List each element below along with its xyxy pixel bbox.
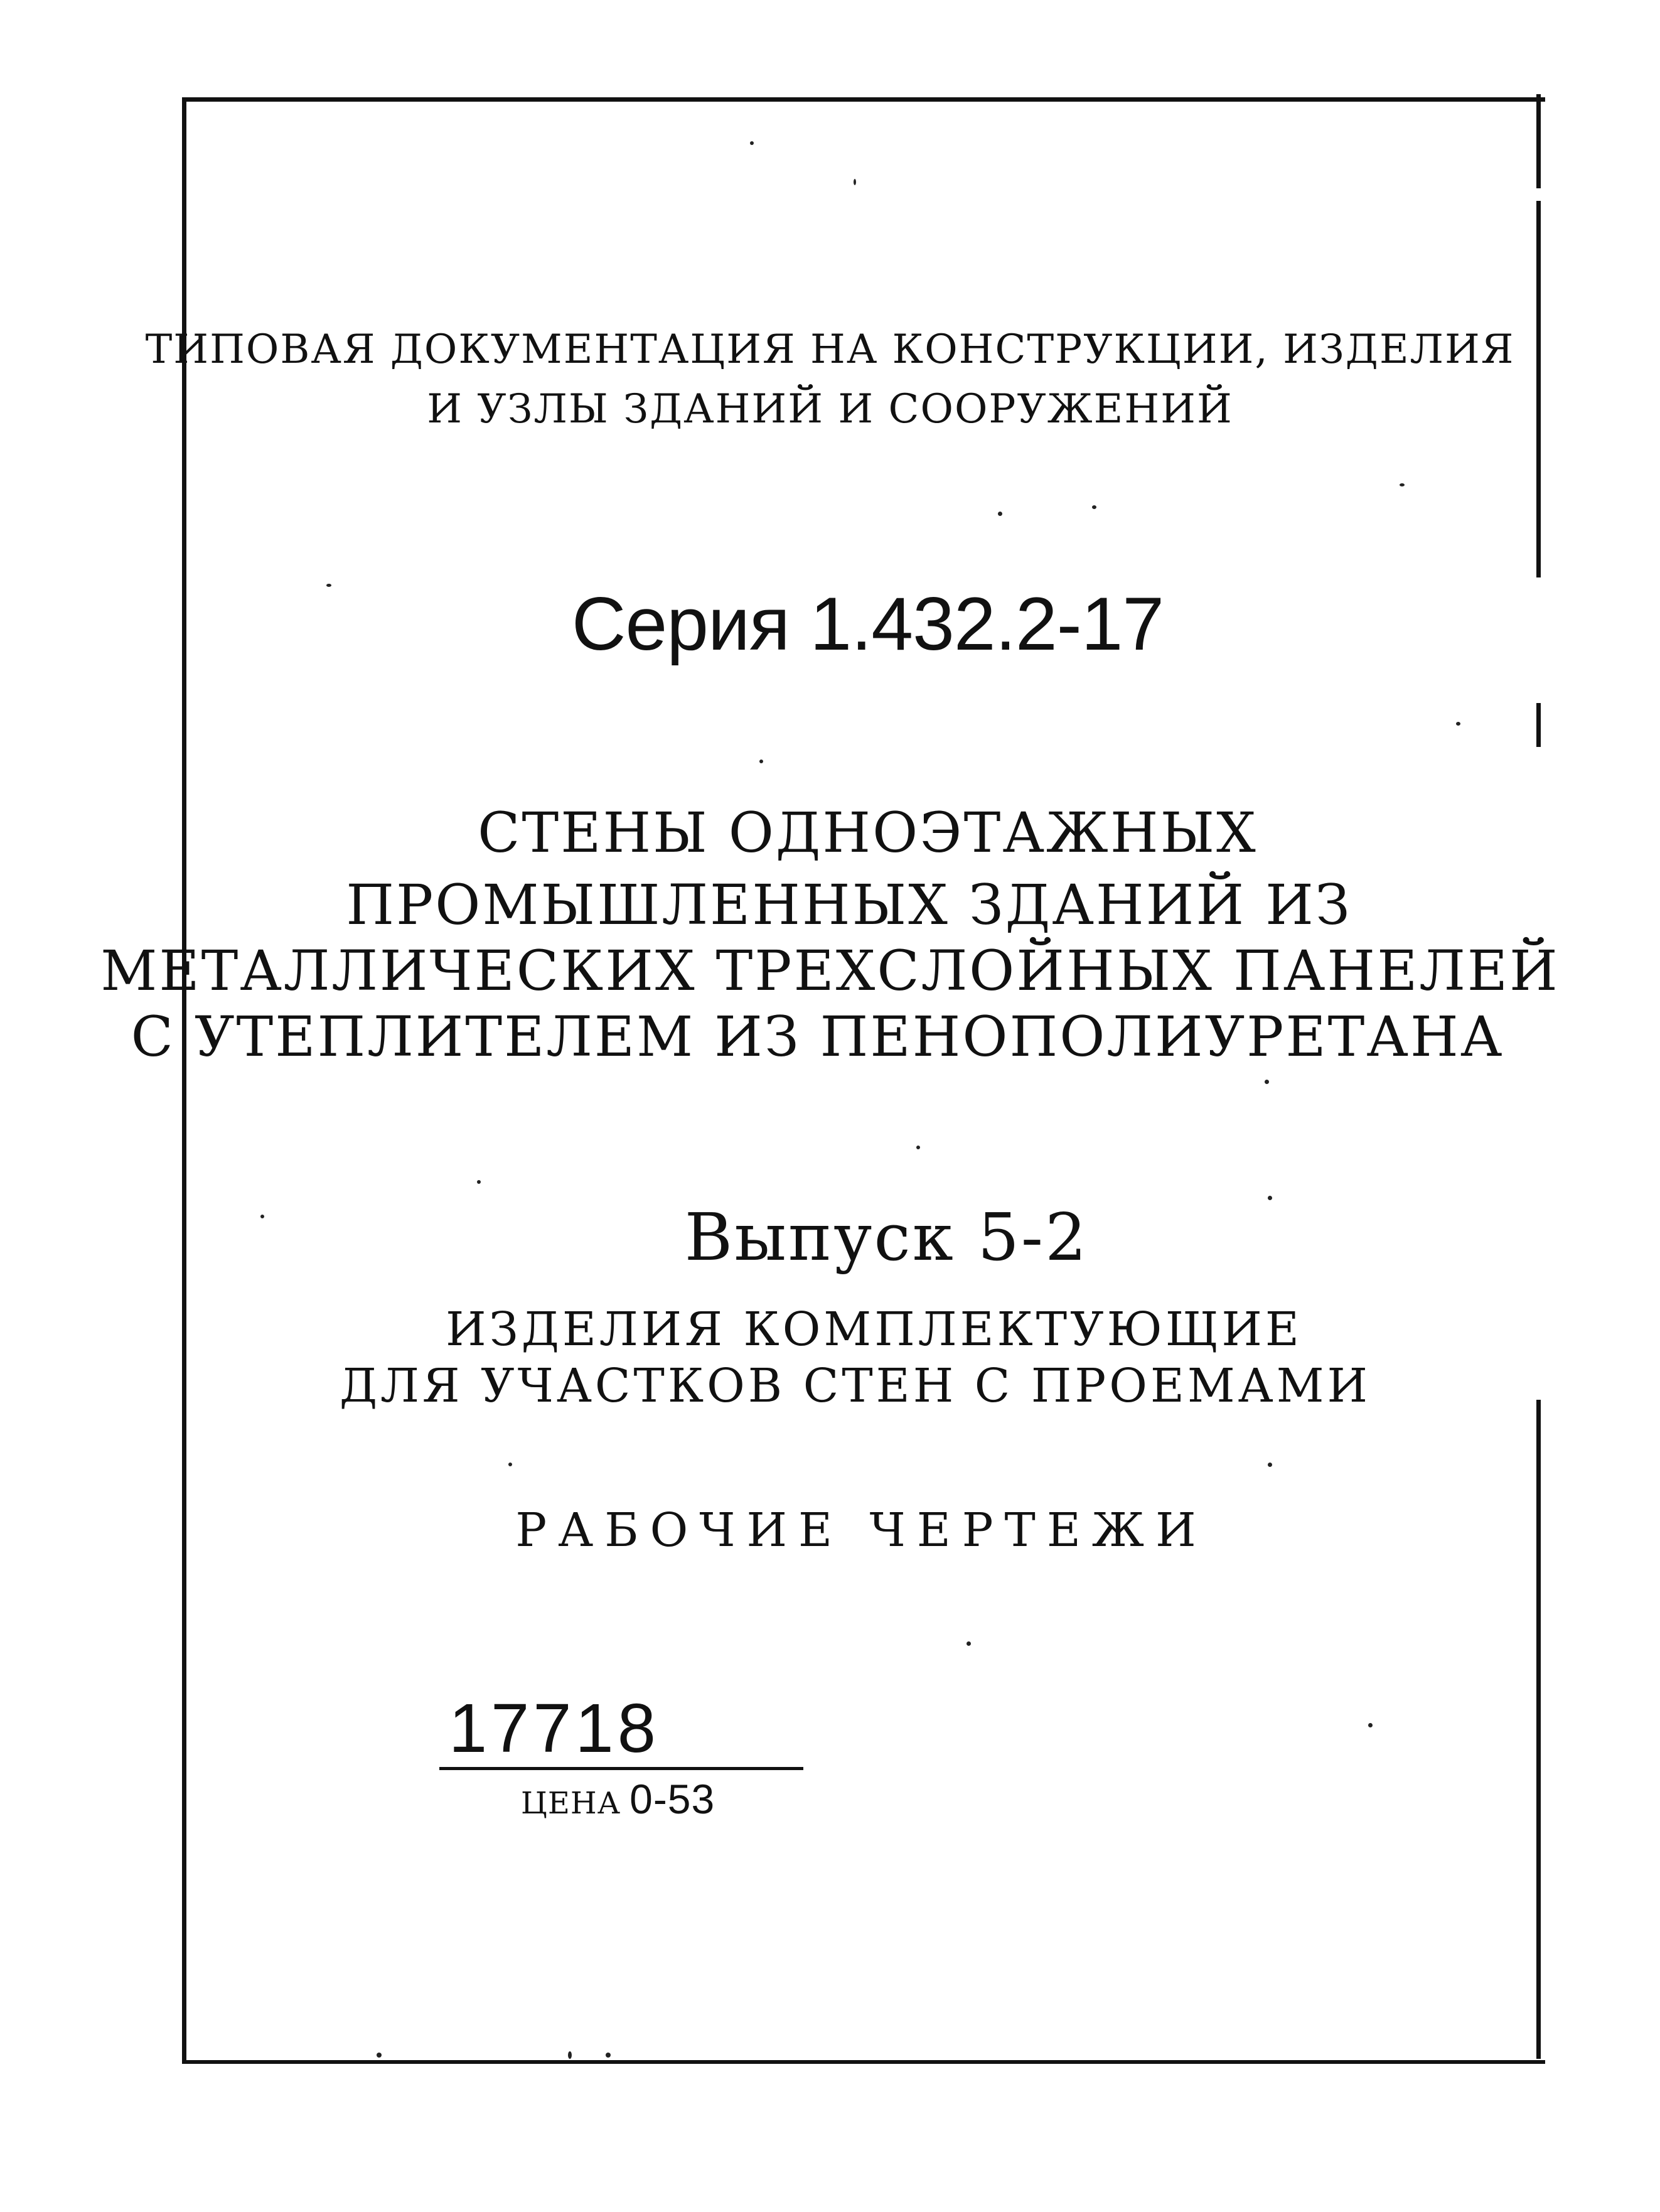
scan-speck bbox=[1400, 483, 1405, 486]
frame-right-edge-segment bbox=[1536, 94, 1541, 188]
scan-speck bbox=[1456, 722, 1460, 726]
scan-speck bbox=[750, 141, 754, 145]
scan-speck bbox=[606, 2053, 611, 2058]
scan-speck bbox=[1268, 1463, 1272, 1467]
scan-speck bbox=[1268, 1196, 1272, 1200]
title-line-4: С УТЕПЛИТЕЛЕМ ИЗ ПЕНОПОЛИУРЕТАНА bbox=[131, 1004, 1504, 1069]
scan-speck bbox=[759, 760, 763, 763]
scan-speck bbox=[1265, 1080, 1269, 1084]
scan-speck bbox=[967, 1641, 971, 1646]
subtitle-line-2: ДЛЯ УЧАСТКОВ СТЕН С ПРОЕМАМИ bbox=[339, 1359, 1371, 1413]
subtitle-line-1: ИЗДЕЛИЯ КОМПЛЕКТУЮЩИЕ bbox=[446, 1302, 1302, 1356]
title-line-2: ПРОМЫШЛЕННЫХ ЗДАНИЙ ИЗ bbox=[346, 872, 1352, 937]
price-block bbox=[521, 1775, 715, 1823]
scan-speck bbox=[568, 2051, 572, 2059]
scan-speck bbox=[916, 1146, 920, 1149]
series-title: Серия 1.432.2-17 bbox=[571, 582, 1164, 666]
frame-right-edge-segment bbox=[1536, 703, 1541, 747]
scan-speck bbox=[508, 1463, 512, 1466]
frame-right-edge-segment bbox=[1536, 1400, 1541, 2059]
working-drawings-label: РАБОЧИЕ ЧЕРТЕЖИ bbox=[515, 1503, 1208, 1557]
issue-title: Выпуск 5-2 bbox=[684, 1199, 1089, 1275]
scan-speck bbox=[854, 179, 856, 185]
scan-speck bbox=[477, 1180, 481, 1184]
scan-speck bbox=[1092, 505, 1096, 509]
scan-speck bbox=[377, 2053, 382, 2058]
title-line-3: МЕТАЛЛИЧЕСКИХ ТРЕХСЛОЙНЫХ ПАНЕЛЕЙ bbox=[100, 938, 1560, 1003]
catalog-number: 17718 bbox=[449, 1690, 660, 1767]
header-line-2: И УЗЛЫ ЗДАНИЙ И СООРУЖЕНИЙ bbox=[427, 386, 1233, 432]
catalog-number-rule bbox=[439, 1767, 803, 1770]
scan-speck bbox=[326, 584, 331, 587]
header-line-1: ТИПОВАЯ ДОКУМЕНТАЦИЯ НА КОНСТРУКЦИИ, ИЗДЕЛИЯ bbox=[145, 326, 1515, 373]
price-value: 0-53 bbox=[629, 1776, 715, 1822]
price-label: ЦЕНА bbox=[521, 1786, 621, 1821]
scan-speck bbox=[998, 512, 1002, 516]
scan-speck bbox=[1368, 1723, 1373, 1727]
scan-speck bbox=[260, 1215, 264, 1218]
title-line-1: СТЕНЫ ОДНОЭТАЖНЫХ bbox=[478, 800, 1258, 865]
